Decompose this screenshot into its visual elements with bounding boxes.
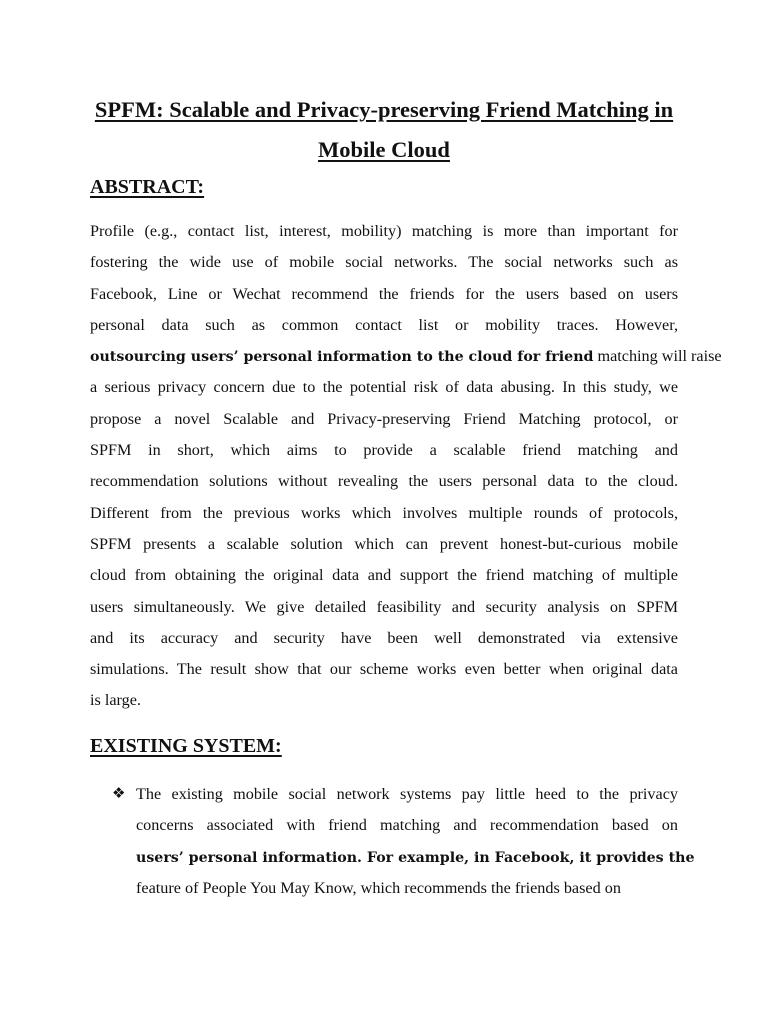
- abstract-line: recommendation solutions without revealing the users personal data to the cloud.: [90, 472, 678, 491]
- paper-title: [60, 90, 708, 170]
- existing-system-line: [136, 842, 695, 873]
- abstract-line: [90, 341, 722, 372]
- abstract-line: simulations. The result show that our scheme works even better when original data: [90, 660, 678, 679]
- abstract-line: personal data such as common contact list or mobility traces. However,: [90, 315, 678, 334]
- existing-system-line: feature of People You May Know, which recommends the friends based on: [136, 878, 621, 897]
- abstract-line: SPFM in short, which aims to provide a scalable friend matching and: [90, 441, 678, 460]
- existing-system-bullet: [112, 779, 695, 904]
- abstract-line: a serious privacy concern due to the potential risk of data abusing. In this study, we: [90, 378, 678, 397]
- abstract-line: SPFM presents a scalable solution which can prevent honest-but-curious mobile: [90, 534, 678, 553]
- abstract-line: users simultaneously. We give detailed feasibility and security analysis on SPFM: [90, 597, 678, 616]
- abstract-text: matching will raise: [593, 347, 722, 366]
- existing-system-line: The existing mobile social network systems pay little heed to the privacy: [136, 785, 678, 803]
- diamond-bullet-icon: ❖: [112, 784, 126, 802]
- abstract-paragraph: [90, 216, 722, 717]
- abstract-heading: ABSTRACT:: [90, 176, 205, 198]
- paper-title-line-1: SPFM: Scalable and Privacy-preserving Friend Matching in: [94, 97, 674, 122]
- abstract-line: cloud from obtaining the original data and support the friend matching of multiple: [90, 566, 678, 585]
- existing-system-heading: EXISTING SYSTEM:: [90, 735, 282, 757]
- existing-system-emphasis: users’ personal information. For example, in Facebook, it provides the: [136, 849, 695, 866]
- existing-system-line: concerns associated with friend matching and recommendation based on: [136, 816, 678, 835]
- abstract-line: Profile (e.g., contact list, interest, mobility) matching is more than important for: [90, 222, 678, 240]
- abstract-line: propose a novel Scalable and Privacy-preserving Friend Matching protocol, or: [90, 409, 678, 428]
- abstract-line: and its accuracy and security have been well demonstrated via extensive: [90, 628, 678, 647]
- abstract-line: fostering the wide use of mobile social networks. The social networks such as: [90, 253, 678, 272]
- abstract-line: Facebook, Line or Wechat recommend the friends for the users based on users: [90, 284, 678, 303]
- existing-system-paragraph: [136, 779, 695, 904]
- abstract-line: Different from the previous works which involves multiple rounds of protocols,: [90, 503, 678, 522]
- abstract-emphasis: outsourcing users’ personal information to the cloud for friend: [90, 349, 594, 366]
- paper-title-line-2: Mobile Cloud: [318, 137, 450, 162]
- abstract-line: is large.: [90, 691, 141, 710]
